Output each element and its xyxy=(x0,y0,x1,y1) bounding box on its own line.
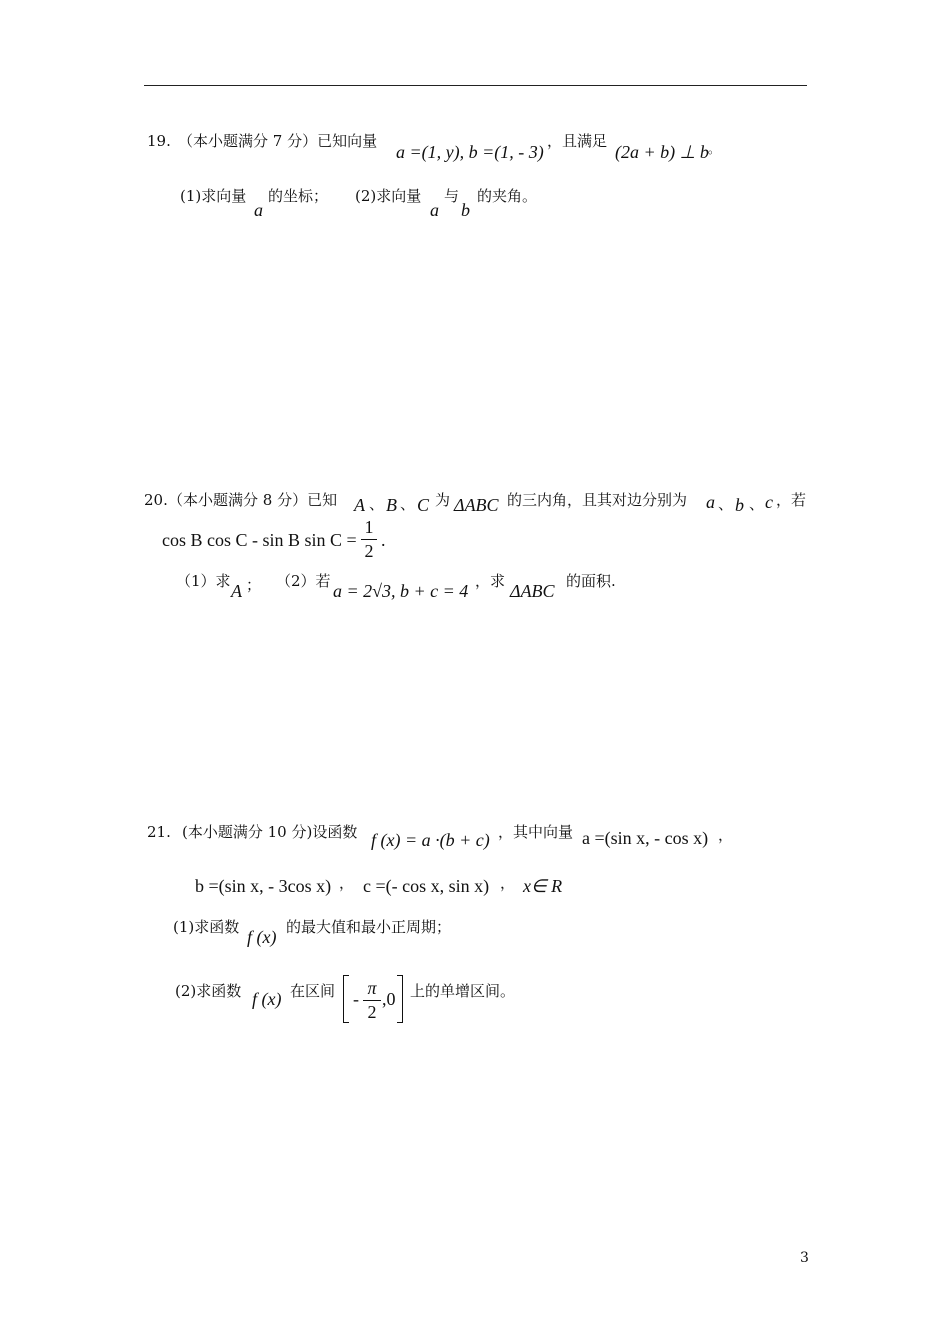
q19-part2-mid: 与 xyxy=(444,187,460,205)
q20-sep4: 、 xyxy=(749,495,765,513)
q20-wei: 为 xyxy=(435,491,451,509)
q21-vector-b: b =(sin x, - 3cos x) xyxy=(195,876,332,896)
q20-part1-end: ； xyxy=(246,576,262,594)
q21-interval-end: ,0 xyxy=(382,989,396,1009)
q21-part2-func: f (x) xyxy=(252,989,282,1009)
q21-interval-num: π xyxy=(367,978,377,998)
q21-comma1: ， xyxy=(718,826,734,844)
q20-triangle: ΔABC xyxy=(454,495,499,515)
q21-interval-right-bracket xyxy=(397,975,403,1023)
q20-number: 20. xyxy=(144,491,168,509)
q19-part2-var-b: b xyxy=(461,200,470,220)
q19-part1-var: a xyxy=(254,200,263,220)
q19-part2-var-a: a xyxy=(430,200,439,220)
q20-sep2: 、 xyxy=(400,495,416,513)
q21-interval-den: 2 xyxy=(367,1002,377,1022)
q20-var-b: b xyxy=(735,495,744,515)
q19-condition-lead: ，且满足 xyxy=(547,132,608,150)
q21-mid: ，其中向量 xyxy=(498,823,574,841)
q19-condition: (2a + b) ⊥ b xyxy=(615,142,709,162)
q19-number: 19. xyxy=(147,132,171,150)
q20-var-C: C xyxy=(417,495,430,515)
q20-part1-var: A xyxy=(231,581,242,601)
q21-vector-c: c =(- cos x, sin x) xyxy=(363,876,490,896)
q20-fraction xyxy=(361,517,377,562)
q21-interval-left-bracket xyxy=(343,975,349,1023)
q19-end: 。 xyxy=(708,142,721,156)
q19-intro: （本小题满分 7 分）已知向量 xyxy=(178,132,378,150)
q19-vectors: a =(1, y), b =(1, - 3) xyxy=(396,142,544,162)
q20-frac-den: 2 xyxy=(364,541,374,561)
q20-part2-label: （2）若 xyxy=(276,572,331,590)
q20-part1-label: （1）求 xyxy=(176,572,231,590)
q20-equation: cos B cos C - sin B sin C = xyxy=(162,530,357,550)
q21-intro: (本小题满分 10 分)设函数 xyxy=(182,823,358,841)
q21-part2-label: (2)求函数 xyxy=(175,982,242,1000)
q21-part1-label: (1)求函数 xyxy=(173,918,240,936)
q21-interval-minus: - xyxy=(353,989,359,1009)
q19-part1-end: 的坐标； xyxy=(268,187,329,205)
q21-part1-func: f (x) xyxy=(247,927,277,947)
q20-part2-cond: a = 2√3, b + c = 4 xyxy=(333,581,469,601)
q20-part2-triangle: ΔABC xyxy=(510,581,555,601)
q20-sep1: 、 xyxy=(369,495,385,513)
q19-part2-label: (2)求向量 xyxy=(355,187,422,205)
q20-var-a: a xyxy=(706,492,715,512)
q20-var-A: A xyxy=(354,495,365,515)
q20-period: . xyxy=(381,530,386,550)
q21-number: 21. xyxy=(147,823,171,841)
q21-comma2: ， xyxy=(339,874,355,892)
q20-ruo: ，若 xyxy=(776,491,807,509)
q21-function: f (x) = a ·(b + c) xyxy=(371,830,490,850)
q21-domain: x∈ R xyxy=(523,876,563,896)
q20-var-B: B xyxy=(386,495,397,515)
q19-part2-end: 的夹角。 xyxy=(477,187,538,205)
q20-intro: （本小题满分 8 分）已知 xyxy=(168,491,338,509)
page-number: 3 xyxy=(800,1250,809,1266)
q20-sep3: 、 xyxy=(718,495,734,513)
q21-part1-end: 的最大值和最小正周期； xyxy=(286,918,452,936)
q21-vector-a: a =(sin x, - cos x) xyxy=(582,828,709,848)
q21-interval-fraction xyxy=(363,978,381,1023)
q21-part2-interval-label: 在区间 xyxy=(290,982,336,1000)
header-rule xyxy=(144,85,807,86)
q21-part2-end: 上的单增区间。 xyxy=(410,982,516,1000)
q20-var-c: c xyxy=(765,492,773,512)
q20-part2-mid: ，求 xyxy=(475,572,506,590)
q20-part2-end: 的面积. xyxy=(566,572,616,590)
q20-frac-num: 1 xyxy=(364,517,374,537)
q20-text2: 的三内角，且其对边分别为 xyxy=(507,491,688,509)
q19-part1-label: (1)求向量 xyxy=(180,187,247,205)
q21-comma3: ， xyxy=(500,874,516,892)
